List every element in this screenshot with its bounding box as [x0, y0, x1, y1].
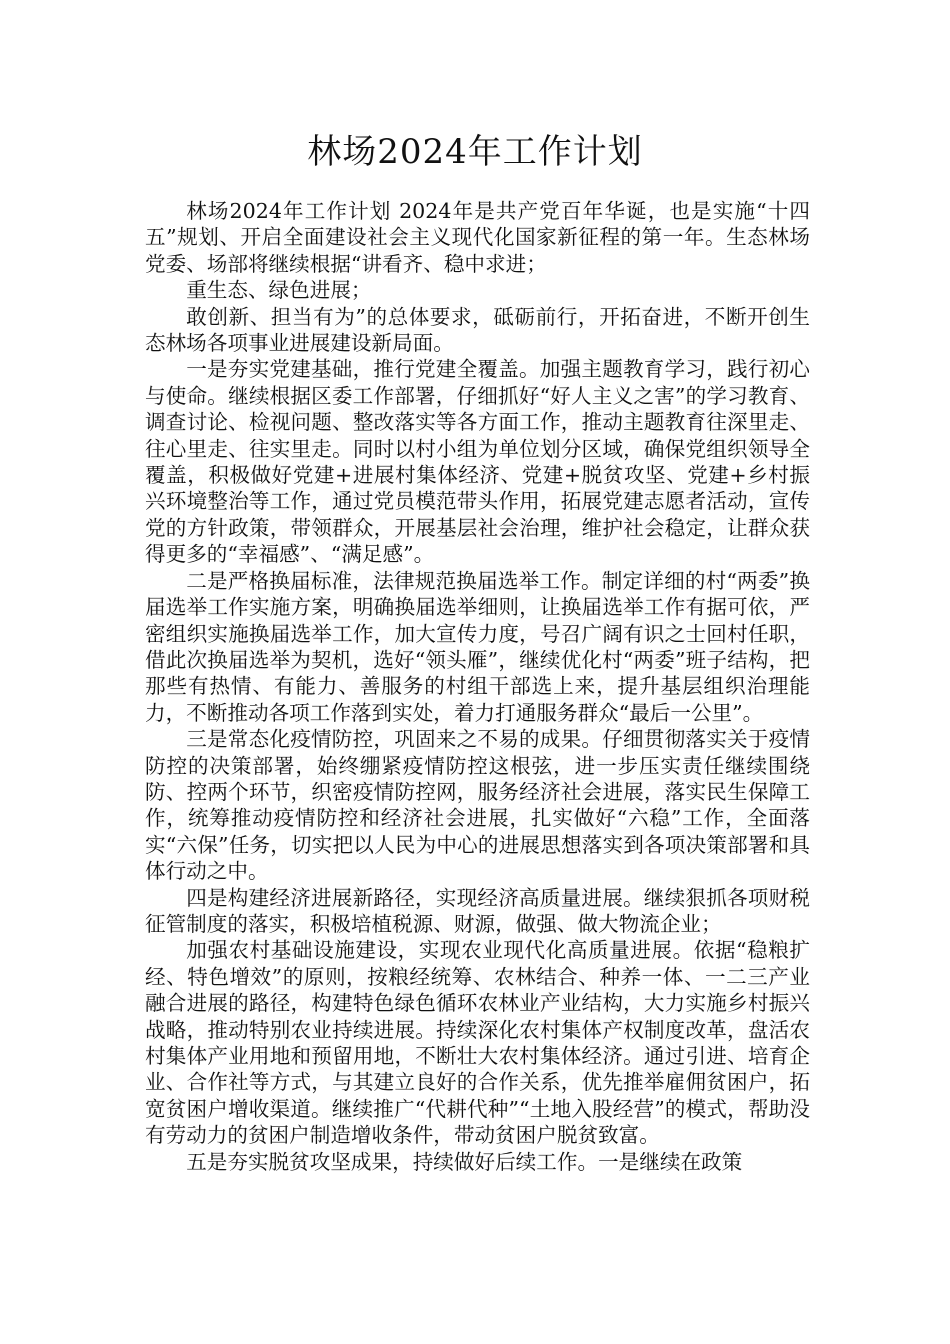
- paragraph-innovation: 敢创新、担当有为”的总体要求，砥砺前行，开拓奋进，不断开创生态林场各项事业进展建设新局面。: [145, 304, 810, 356]
- paragraph-party-building: 一是夯实党建基础，推行党建全覆盖。加强主题教育学习，践行初心与使命。继续根据区委工作部署，仔细抓好“好人主义之害”的学习教育、调查讨论、检视问题、整改落实等各方面工作，推动主题教育往深里走、往心里走、往实里走。同时以村小组为单位划分区域，确保党组织领导全覆盖，积极做好党建+进展村集体经济、党建+脱贫攻坚、党建+乡村振兴环境整治等工作，通过党员模范带头作用，拓展党建志愿者活动，宣传党的方针政策，带领群众，开展基层社会治理，维护社会稳定，让群众获得更多的“幸福感”、“满足感”。: [145, 357, 810, 567]
- paragraph-agriculture: 加强农村基础设施建设，实现农业现代化高质量进展。依据“稳粮扩经、特色增效”的原则，按粮经统筹、农林结合、种养一体、一二三产业融合进展的路径，构建特色绿色循环农林业产业结构，大力实施乡村振兴战略，推动特别农业持续进展。持续深化农村集体产权制度改革，盘活农村集体产业用地和预留用地，不断壮大农村集体经济。通过引进、培育企业、合作社等方式，与其建立良好的合作关系，优先推举雇佣贫困户，拓宽贫困户增收渠道。继续推广“代耕代种”“土地入股经营”的模式，帮助没有劳动力的贫困户制造增收条件，带动贫困户脱贫致富。: [145, 938, 810, 1148]
- paragraph-election: 二是严格换届标准，法律规范换届选举工作。制定详细的村“两委”换届选举工作实施方案，明确换届选举细则，让换届选举工作有据可依，严密组织实施换届选举工作，加大宣传力度，号召广阔有识之士回村任职，借此次换届选举为契机，选好“领头雁”，继续优化村“两委”班子结构，把那些有热情、有能力、善服务的村组干部选上来，提升基层组织治理能力，不断推动各项工作落到实处，着力打通服务群众“最后一公里”。: [145, 568, 810, 725]
- paragraph-poverty: 五是夯实脱贫攻坚成果，持续做好后续工作。一是继续在政策: [186, 1149, 743, 1174]
- document-body: [145, 198, 810, 1175]
- paragraph-economy: 四是构建经济进展新路径，实现经济高质量进展。继续狠抓各项财税征管制度的落实，积极培植税源、财源，做强、做大物流企业；: [145, 885, 810, 936]
- paragraph-intro: 林场2024年工作计划 2024年是共产党百年华诞，也是实施“十四五”规划、开启全面建设社会主义现代化国家新征程的第一年。生态林场党委、场部将继续根据“讲看齐、稳中求进；: [145, 199, 810, 276]
- document-title: 林场2024年工作计划: [307, 132, 643, 172]
- paragraph-epidemic-control: 三是常态化疫情防控，巩固来之不易的成果。仔细贯彻落实关于疫情防控的决策部署，始终绷紧疫情防控这根弦，进一步压实责任继续围绕防、控两个环节，织密疫情防控网，服务经济社会进展，落实民生保障工作，统筹推动疫情防控和经济社会进展，扎实做好“六稳”工作，全面落实“六保”任务，切实把以人民为中心的进展思想落实到各项决策部署和具体行动之中。: [145, 727, 810, 884]
- paragraph-ecology: 重生态、绿色进展；: [186, 278, 372, 303]
